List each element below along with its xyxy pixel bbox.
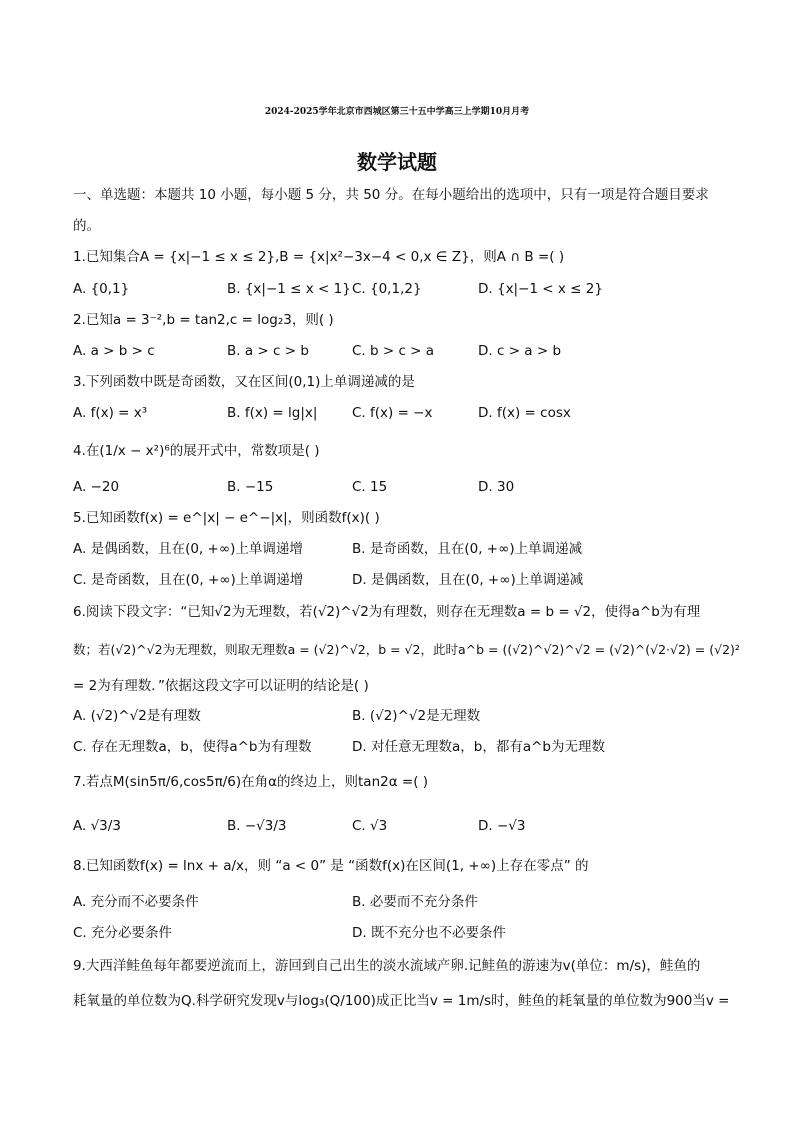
question-6-stem-line-2: 数；若(√2)^√2为无理数，则取无理数a = (√2)^√2，b = √2，此时a^b = ((√2)^√2)^√2 = (√2)^(√2·√2) = (√2)² <box>73 642 740 657</box>
question-2-stem: 2.已知a = 3⁻²,b = tan2,c = log₂3，则( ) <box>73 312 334 328</box>
question-5-stem: 5.已知函数f(x) = e^|x| − e^−|x|，则函数f(x)( ) <box>73 510 380 526</box>
section-heading: 一、单选题：本题共 10 小题，每小题 5 分，共 50 分。在每小题给出的选项中，只有一项是符合题目要求 <box>73 187 709 203</box>
question-7-option-d: D. −√3 <box>478 818 526 834</box>
question-5-option-b: B. 是奇函数，且在(0, +∞)上单调递减 <box>352 541 583 557</box>
question-7-stem: 7.若点M(sin5π/6,cos5π/6)在角α的终边上，则tan2α =( ) <box>73 774 429 790</box>
question-1-option-c: C. {0,1,2} <box>352 281 422 297</box>
question-3-stem: 3.下列函数中既是奇函数，又在区间(0,1)上单调递减的是 <box>73 374 415 390</box>
question-3-option-b: B. f(x) = lg|x| <box>227 405 318 421</box>
exam-subtitle: 数学试题 <box>357 150 437 174</box>
question-2-option-b: B. a > c > b <box>227 343 309 359</box>
question-6-option-c: C. 存在无理数a，b，使得a^b为有理数 <box>73 739 312 755</box>
question-3-option-a: A. f(x) = x³ <box>73 405 148 421</box>
question-4-option-d: D. 30 <box>478 479 515 495</box>
question-2-option-a: A. a > b > c <box>73 343 155 359</box>
question-6-option-b: B. (√2)^√2是无理数 <box>352 708 481 724</box>
question-5-option-d: D. 是偶函数，且在(0, +∞)上单调递减 <box>352 572 584 588</box>
question-2-option-d: D. c > a > b <box>478 343 562 359</box>
question-1-option-d: D. {x|−1 < x ≤ 2} <box>478 281 603 297</box>
question-8-option-c: C. 充分必要条件 <box>73 925 173 941</box>
question-9-stem-line-2: 耗氧量的单位数为Q.科学研究发现v与log₃(Q/100)成正比当v = 1m/s时，鲑鱼的耗氧量的单位数为900当v = <box>73 993 730 1009</box>
question-8-stem: 8.已知函数f(x) = lnx + a/x，则 “a < 0” 是 “函数f(x)在区间(1, +∞)上存在零点” 的 <box>73 858 589 874</box>
question-7-option-b: B. −√3/3 <box>227 818 287 834</box>
question-6-stem-line-1: 6.阅读下段文字：“已知√2为无理数，若(√2)^√2为有理数，则存在无理数a = b = √2，使得a^b为有理 <box>73 604 701 620</box>
question-8-option-a: A. 充分而不必要条件 <box>73 894 199 910</box>
question-5-option-a: A. 是偶函数，且在(0, +∞)上单调递增 <box>73 541 303 557</box>
question-7-option-a: A. √3/3 <box>73 818 121 834</box>
section-heading-continued: 的。 <box>73 218 100 234</box>
question-4-option-a: A. −20 <box>73 479 120 495</box>
question-4-option-b: B. −15 <box>227 479 274 495</box>
question-2-option-c: C. b > c > a <box>352 343 435 359</box>
question-6-option-a: A. (√2)^√2是有理数 <box>73 708 201 724</box>
question-8-option-b: B. 必要而不充分条件 <box>352 894 478 910</box>
question-4-stem: 4.在(1/x − x²)⁶的展开式中，常数项是( ) <box>73 443 320 459</box>
question-1-stem: 1.已知集合A = {x|−1 ≤ x ≤ 2},B = {x|x²−3x−4 < 0,x ∈ Z}，则A ∩ B =( ) <box>73 249 565 265</box>
question-1-option-b: B. {x|−1 ≤ x < 1} <box>227 281 351 297</box>
question-3-option-d: D. f(x) = cosx <box>478 405 571 421</box>
question-1-option-a: A. {0,1} <box>73 281 130 297</box>
question-4-option-c: C. 15 <box>352 479 388 495</box>
question-8-option-d: D. 既不充分也不必要条件 <box>352 925 506 941</box>
question-9-stem-line-1: 9.大西洋鲑鱼每年都要逆流而上，游回到自己出生的淡水流域产卵.记鲑鱼的游速为v(单位：m/s)，鲑鱼的 <box>73 958 701 974</box>
question-7-option-c: C. √3 <box>352 818 388 834</box>
question-3-option-c: C. f(x) = −x <box>352 405 433 421</box>
exam-title: 2024-2025学年北京市西城区第三十五中学高三上学期10月月考 <box>264 107 530 117</box>
question-6-stem-line-3: = 2为有理数．”依据这段文字可以证明的结论是( ) <box>73 678 369 694</box>
question-6-option-d: D. 对任意无理数a，b，都有a^b为无理数 <box>352 739 605 755</box>
question-5-option-c: C. 是奇函数，且在(0, +∞)上单调递增 <box>73 572 304 588</box>
